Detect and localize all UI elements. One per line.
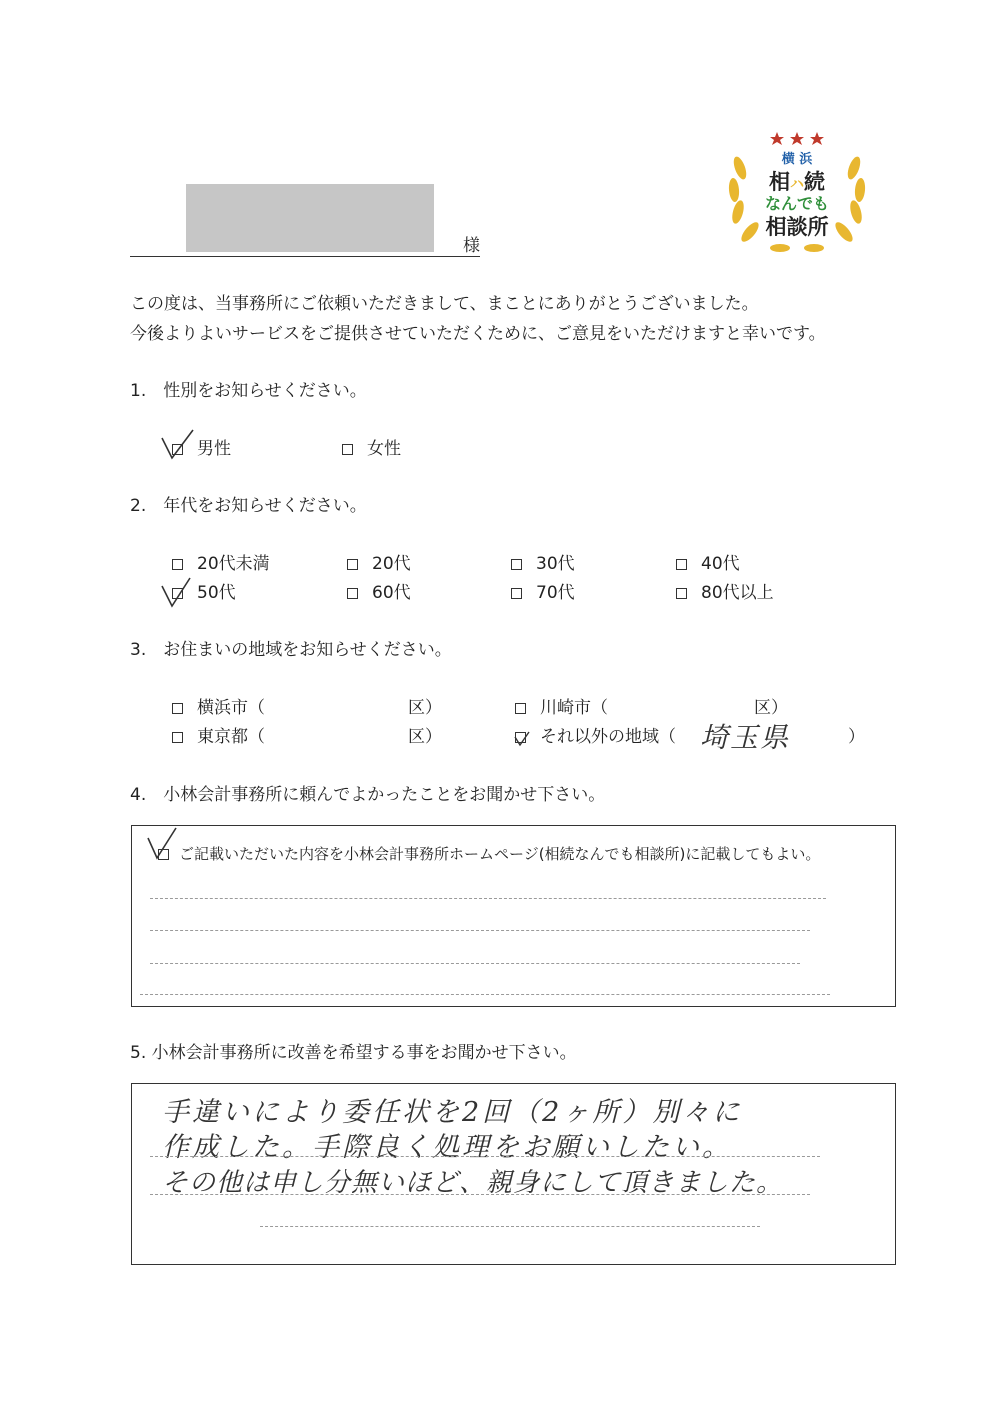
kawasaki-ku: 区）: [754, 698, 788, 718]
q5-handwritten-line-2: 作成した。手際良く処理をお願いしたい。: [162, 1132, 732, 1163]
yokohama-ku: 区）: [408, 698, 442, 718]
option-under20[interactable]: 20代未満: [172, 556, 270, 573]
checkbox-20s[interactable]: [347, 559, 358, 570]
logo-word-2: 続: [804, 170, 825, 194]
q4-line-4: [140, 994, 830, 995]
checkbox-40s[interactable]: [676, 559, 687, 570]
checkbox-kawasaki[interactable]: [515, 703, 526, 714]
q5-line-1: [150, 1156, 820, 1157]
question-4: 4. 小林会計事務所に頼んでよかったことをお聞かせ下さい。: [130, 785, 606, 805]
option-50s[interactable]: 50代: [172, 585, 236, 602]
checkbox-70s[interactable]: [511, 588, 522, 599]
option-tokyo[interactable]: 東京都（: [172, 729, 265, 746]
checkbox-yokohama[interactable]: [172, 703, 183, 714]
option-80plus[interactable]: 80代以上: [676, 585, 774, 602]
q5-line-2: [150, 1194, 810, 1195]
q4-line-2: [150, 930, 810, 931]
checkbox-female[interactable]: [342, 444, 353, 455]
intro-line-1: この度は、当事務所にご依頼いただきまして、まことにありがとうございました。: [130, 294, 759, 314]
question-3: 3. お住まいの地域をお知らせください。: [130, 640, 452, 660]
name-underline: [130, 256, 480, 257]
checkbox-60s[interactable]: [347, 588, 358, 599]
redacted-name: [186, 184, 434, 252]
logo-top: 横 浜: [781, 152, 813, 167]
honorific: 様: [463, 236, 480, 256]
question-1: 1. 性別をお知らせください。: [130, 381, 367, 401]
option-30s[interactable]: 30代: [511, 556, 575, 573]
checkmark-icon: [146, 826, 180, 860]
consent-option[interactable]: ご記載いただいた内容を小林会計事務所ホームページ(相続なんでも相談所)に記載してもよい。: [158, 843, 820, 864]
option-60s[interactable]: 60代: [347, 585, 411, 602]
intro-line-2: 今後よりよいサービスをご提供させていただくために、ご意見をいただけますと幸いです。: [130, 324, 826, 344]
q5-handwritten-line-1: 手違いにより委任状を2回（2ヶ所）別々に: [162, 1097, 743, 1128]
question-2: 2. 年代をお知らせください。: [130, 496, 367, 516]
logo-middle: なんでも: [764, 194, 829, 213]
logo-word-1: 相: [769, 170, 790, 194]
option-male[interactable]: 男性: [172, 441, 231, 458]
q5-line-3: [260, 1226, 760, 1227]
option-yokohama[interactable]: 横浜市（: [172, 700, 265, 717]
checkbox-tokyo[interactable]: [172, 732, 183, 743]
other-region-handwritten: 埼玉県: [700, 721, 791, 754]
checkbox-80plus[interactable]: [676, 588, 687, 599]
other-close-paren: ）: [848, 727, 865, 747]
option-female[interactable]: 女性: [342, 441, 401, 458]
tokyo-ku: 区）: [408, 727, 442, 747]
checkbox-under20[interactable]: [172, 559, 183, 570]
question-5: 5. 小林会計事務所に改善を希望する事をお聞かせ下さい。: [130, 1043, 577, 1063]
option-70s[interactable]: 70代: [511, 585, 575, 602]
checkmark-icon: [160, 576, 196, 610]
checkmark-icon: [512, 728, 532, 748]
q4-line-3: [150, 963, 800, 964]
checkbox-30s[interactable]: [511, 559, 522, 570]
logo: 横 浜 相ハ続 なんでも 相談所: [722, 128, 872, 258]
option-40s[interactable]: 40代: [676, 556, 740, 573]
logo-bottom: 相談所: [765, 215, 829, 239]
q5-handwritten-line-3: その他は申し分無いほど、親身にして頂きました。: [162, 1168, 784, 1198]
option-20s[interactable]: 20代: [347, 556, 411, 573]
option-other[interactable]: それ以外の地域（: [515, 729, 676, 746]
checkmark-icon: [160, 428, 196, 462]
option-kawasaki[interactable]: 川崎市（: [515, 700, 608, 717]
q4-line-1: [150, 898, 826, 899]
